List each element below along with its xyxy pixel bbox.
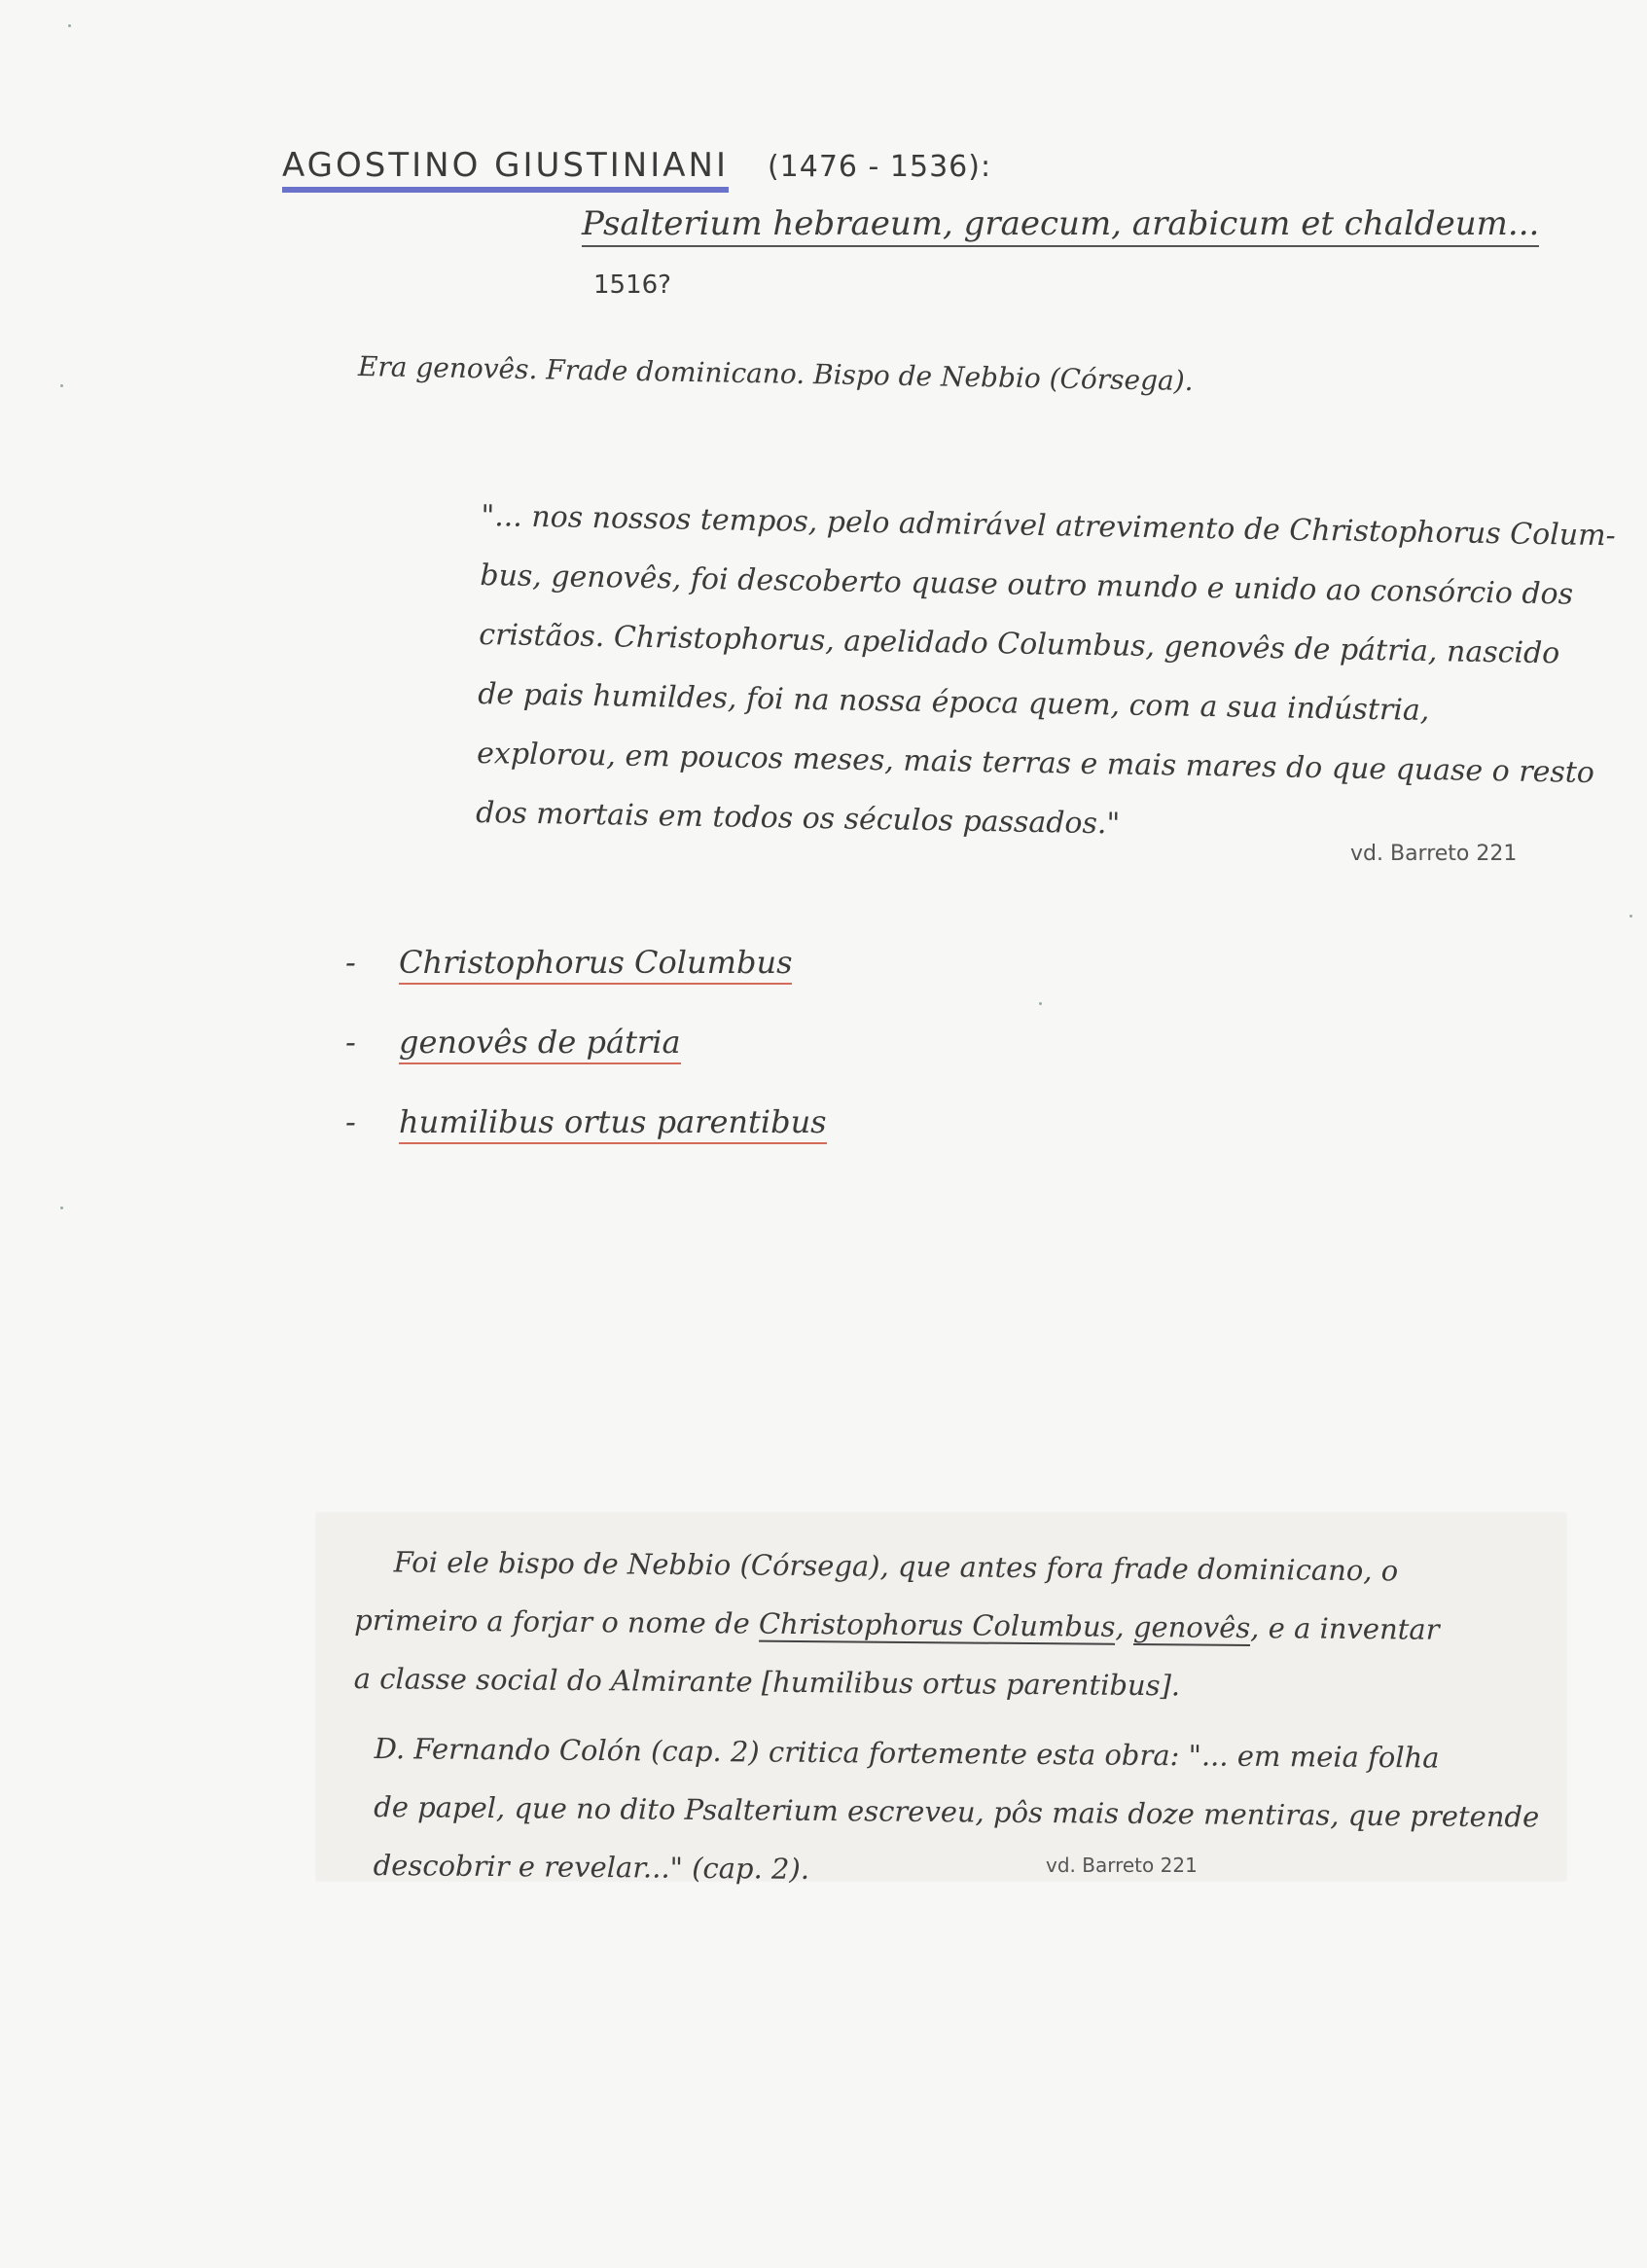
quote-line: cristãos. Christophorus, apelidado Columbus, genovês de pátria, nascido: [479, 617, 1560, 671]
quote-line: "... nos nossos tempos, pelo admirável atrevimento de Christophorus Colum-: [481, 498, 1617, 554]
note-paragraph: [353, 1532, 1440, 1717]
note-line: a classe social do Almirante [humilibus ortus parentibus].: [353, 1661, 1181, 1703]
highlighted-genoves: genovês: [1132, 1609, 1251, 1645]
list-item: [345, 1024, 827, 1103]
author-name: AGOSTINO GIUSTINIANI: [282, 146, 729, 193]
key-phrase: genovês de pátria: [399, 1024, 681, 1064]
quote-line: bus, genovês, foi descoberto quase outro mundo e unido ao consórcio dos: [480, 558, 1574, 612]
quote-reference: vd. Barreto 221: [1350, 842, 1518, 866]
key-phrase: humilibus ortus parentibus: [399, 1103, 827, 1144]
quote-line: explorou, em poucos meses, mais terras e mais mares do que quase o resto: [476, 736, 1595, 791]
quote-line: dos mortais em todos os séculos passados.": [475, 795, 1121, 842]
work-year: 1516?: [593, 270, 671, 300]
note-text: , e a inventar: [1250, 1611, 1440, 1646]
list-item: [345, 944, 827, 1024]
bullet-dash: -: [345, 1024, 356, 1061]
key-phrases-list: [345, 944, 827, 1183]
key-phrase: Christophorus Columbus: [399, 944, 792, 985]
bullet-dash: -: [345, 944, 356, 981]
biography-line: Era genovês. Frade dominicano. Bispo de Nebbio (Córsega).: [357, 350, 1194, 397]
page-title: [282, 146, 991, 185]
note-text: primeiro a forjar o nome de: [354, 1602, 750, 1640]
author-dates: (1476 - 1536):: [767, 150, 992, 184]
note-line: Foi ele bispo de Nebbio (Córsega), que antes fora frade dominicano, o: [393, 1545, 1399, 1588]
note-paragraph: [373, 1719, 1540, 1904]
list-item: [345, 1103, 827, 1183]
quote-line: de pais humildes, foi na nossa época quem, com a sua indústria,: [477, 676, 1430, 729]
pasted-note: [316, 1513, 1566, 1886]
note-reference: vd. Barreto 221: [1046, 1854, 1198, 1877]
note-line: [354, 1591, 1440, 1659]
note-line: D. Fernando Colón (cap. 2) critica fortemente esta obra: "... em meia folha: [374, 1731, 1440, 1775]
work-title: Psalterium hebraeum, graecum, arabicum et chaldeum...: [582, 204, 1539, 247]
note-line: de papel, que no dito Psalterium escreveu, pôs mais doze mentiras, que pretende: [374, 1789, 1540, 1834]
note-text: ,: [1115, 1609, 1125, 1643]
bullet-dash: -: [345, 1103, 356, 1140]
note-line: descobrir e revelar..." (cap. 2).: [373, 1848, 810, 1886]
highlighted-name: Christophorus Columbus: [758, 1606, 1116, 1643]
quotation-block: [476, 486, 1629, 863]
